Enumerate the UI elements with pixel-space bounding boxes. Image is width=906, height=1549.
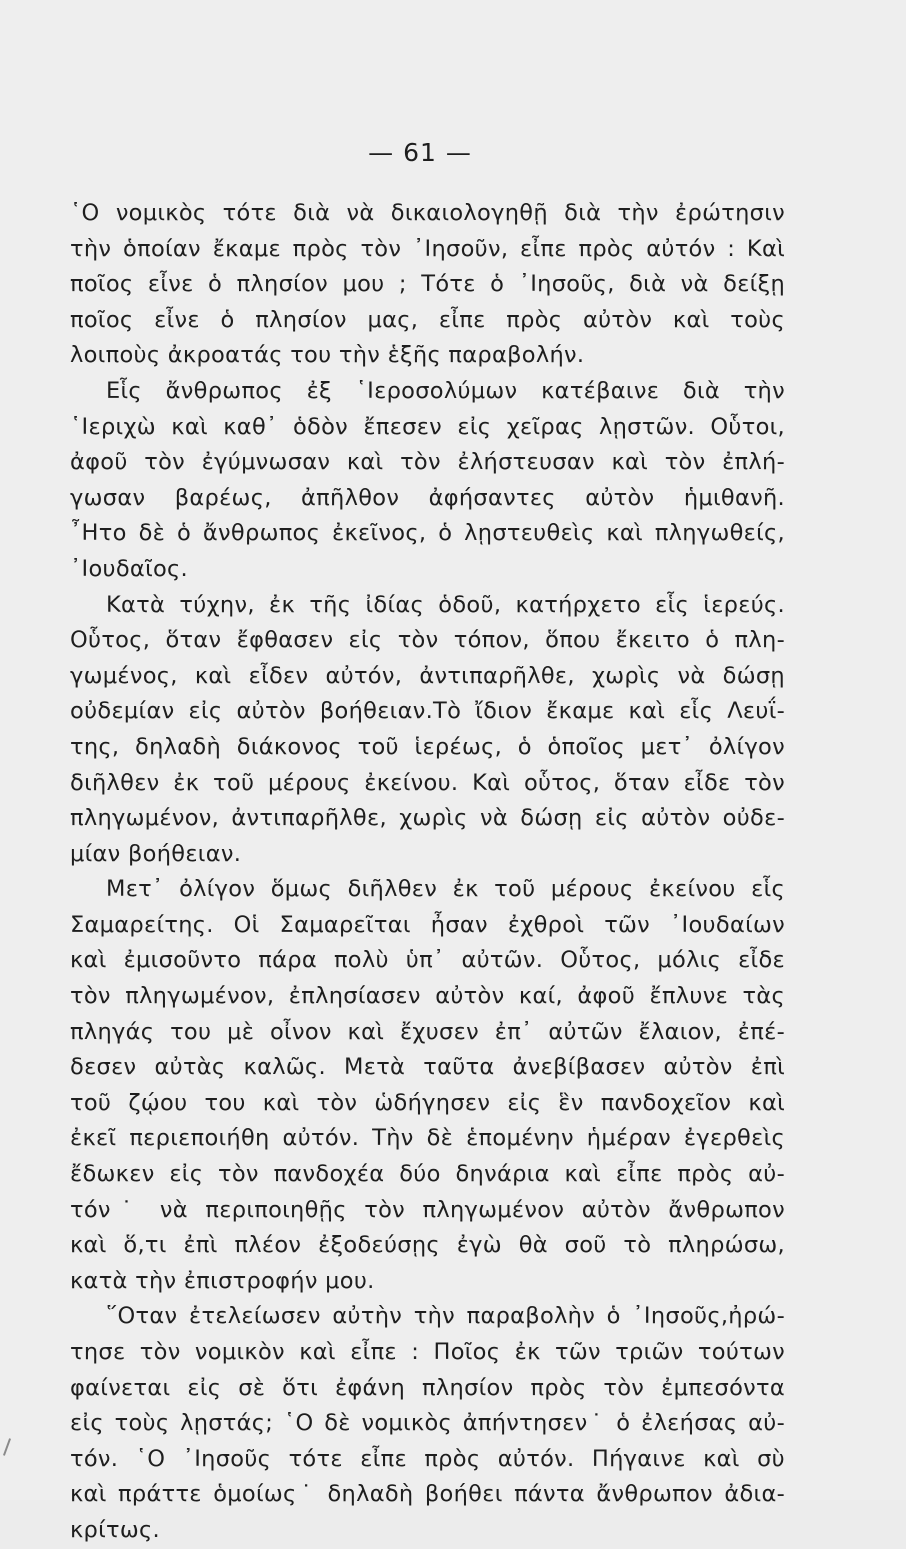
- text-line: γωσαν βαρέως, ἀπῆλθον ἀφήσαντες αὐτὸν ἡμιθανῆ.: [70, 484, 785, 511]
- text-line: οὐδεμίαν εἰς αὐτὸν βοήθειαν.Τὸ ἴδιον ἔκαμε καὶ εἷς Λευΐ-: [70, 698, 785, 725]
- text-line: κρίτως.: [70, 1516, 161, 1543]
- text-line: της, δηλαδὴ διάκονος τοῦ ἱερέως, ὁ ὁποῖος μετ᾿ ὀλίγον: [70, 733, 785, 760]
- text-line: εἰς τοὺς λῃστάς; ῾Ο δὲ νομικὸς ἀπήντησεν˙ ὁ ἐλεήσας αὐ-: [70, 1410, 785, 1437]
- text-line: τὸν πληγωμένον, ἐπλησίασεν αὐτὸν καί, ἀφοῦ ἔπλυνε τὰς: [70, 983, 785, 1010]
- text-line: μίαν βοήθειαν.: [70, 840, 242, 867]
- text-line: καὶ πράττε ὁμοίως˙ δηλαδὴ βοήθει πάντα ἄνθρωπον ἀδια-: [70, 1481, 785, 1508]
- text-line: πληγάς του μὲ οἶνον καὶ ἔχυσεν ἐπ᾿ αὐτῶν ἔλαιον, ἐπέ-: [70, 1018, 785, 1045]
- text-line: ᾿Ιουδαῖος.: [70, 555, 189, 582]
- text-line: Εἷς ἄνθρωπος ἐξ ῾Ιεροσολύμων κατέβαινε διὰ τὴν: [106, 377, 785, 404]
- text-line: ποῖος εἶνε ὁ πλησίον μου ; Τότε ὁ ᾿Ιησοῦς, διὰ νὰ δείξῃ: [70, 271, 785, 298]
- text-line: καὶ ἐμισοῦντο πάρα πολὺ ὑπ᾿ αὐτῶν. Οὗτος, μόλις εἶδε: [70, 947, 785, 974]
- text-line: Μετ᾿ ὀλίγον ὅμως διῆλθεν ἐκ τοῦ μέρους ἐκείνου εἷς: [106, 876, 785, 903]
- text-line: τοῦ ζῴου του καὶ τὸν ὡδήγησεν εἰς ἓν πανδοχεῖον καὶ: [70, 1089, 785, 1116]
- text-line: γωμένος, καὶ εἶδεν αὐτόν, ἀντιπαρῆλθε, χωρὶς νὰ δώσῃ: [70, 662, 785, 689]
- text-line: ποῖος εἶνε ὁ πλησίον μας, εἶπε πρὸς αὐτὸν καὶ τοὺς: [70, 306, 785, 333]
- text-line: Οὗτος, ὅταν ἔφθασεν εἰς τὸν τόπον, ὅπου ἔκειτο ὁ πλη-: [70, 627, 785, 654]
- text-line: τὴν ὁποίαν ἔκαμε πρὸς τὸν ᾿Ιησοῦν, εἶπε πρὸς αὐτόν : Καὶ: [70, 235, 785, 262]
- text-line: κατὰ τὴν ἐπιστροφήν μου.: [70, 1267, 375, 1294]
- text-line: ῾Ο νομικὸς τότε διὰ νὰ δικαιολογηθῇ διὰ τὴν ἐρώτησιν: [70, 200, 785, 226]
- text-line: πληγωμένον, ἀντιπαρῆλθε, χωρὶς νὰ δώσῃ εἰς αὐτὸν οὐδε-: [70, 805, 785, 832]
- text-line: Κατὰ τύχην, ἐκ τῆς ἰδίας ὁδοῦ, κατήρχετο εἷς ἱερεύς.: [106, 591, 785, 618]
- text-line: καὶ ὅ,τι ἐπὶ πλέον ἐξοδεύσῃς ἐγὼ θὰ σοῦ τὸ πληρώσω,: [70, 1232, 785, 1259]
- margin-mark: [3, 1438, 11, 1456]
- text-line: τησε τὸν νομικὸν καὶ εἶπε : Ποῖος ἐκ τῶν τριῶν τούτων: [70, 1339, 785, 1365]
- text-line: ῞Οταν ἐτελείωσεν αὐτὴν τὴν παραβολὴν ὁ ᾿Ιησοῦς,ἠρώ-: [106, 1303, 785, 1330]
- text-line: Σαμαρείτης. Οἱ Σαμαρεῖται ἦσαν ἐχθροὶ τῶν ᾿Ιουδαίων: [70, 911, 785, 938]
- page-number: — 61 —: [368, 138, 472, 167]
- text-line: ἀφοῦ τὸν ἐγύμνωσαν καὶ τὸν ἐλήστευσαν καὶ τὸν ἐπλή-: [70, 449, 785, 476]
- text-line: ῾Ιεριχὼ καὶ καθ᾿ ὁδὸν ἔπεσεν εἰς χεῖρας λῃστῶν. Οὗτοι,: [70, 413, 785, 440]
- text-line: δεσεν αὐτὰς καλῶς. Μετὰ ταῦτα ἀνεβίβασεν αὐτὸν ἐπὶ: [70, 1054, 785, 1081]
- text-line: ἔδωκεν εἰς τὸν πανδοχέα δύο δηνάρια καὶ εἶπε πρὸς αὐ-: [70, 1161, 785, 1188]
- text-line: λοιποὺς ἀκροατάς του τὴν ἑξῆς παραβολήν.: [70, 342, 585, 369]
- page-text: [70, 196, 785, 1549]
- text-line: ἐκεῖ περιεποιήθη αὐτόν. Τὴν δὲ ἑπομένην ἡμέραν ἐγερθεὶς: [70, 1125, 785, 1152]
- text-line: φαίνεται εἰς σὲ ὅτι ἐφάνη πλησίον πρὸς τὸν ἐμπεσόντα: [70, 1374, 785, 1401]
- text-line: τόν. ῾Ο ᾿Ιησοῦς τότε εἶπε πρὸς αὐτόν. Πήγαινε καὶ σὺ: [70, 1445, 785, 1472]
- text-line: ῏Ητο δὲ ὁ ἄνθρωπος ἐκεῖνος, ὁ λῃστευθεὶς καὶ πληγωθείς,: [70, 520, 785, 547]
- text-line: τόν˙ νὰ περιποιηθῇς τὸν πληγωμένον αὐτὸν ἄνθρωπον: [70, 1196, 785, 1223]
- text-line: διῆλθεν ἐκ τοῦ μέρους ἐκείνου. Καὶ οὗτος, ὅταν εἶδε τὸν: [70, 769, 785, 796]
